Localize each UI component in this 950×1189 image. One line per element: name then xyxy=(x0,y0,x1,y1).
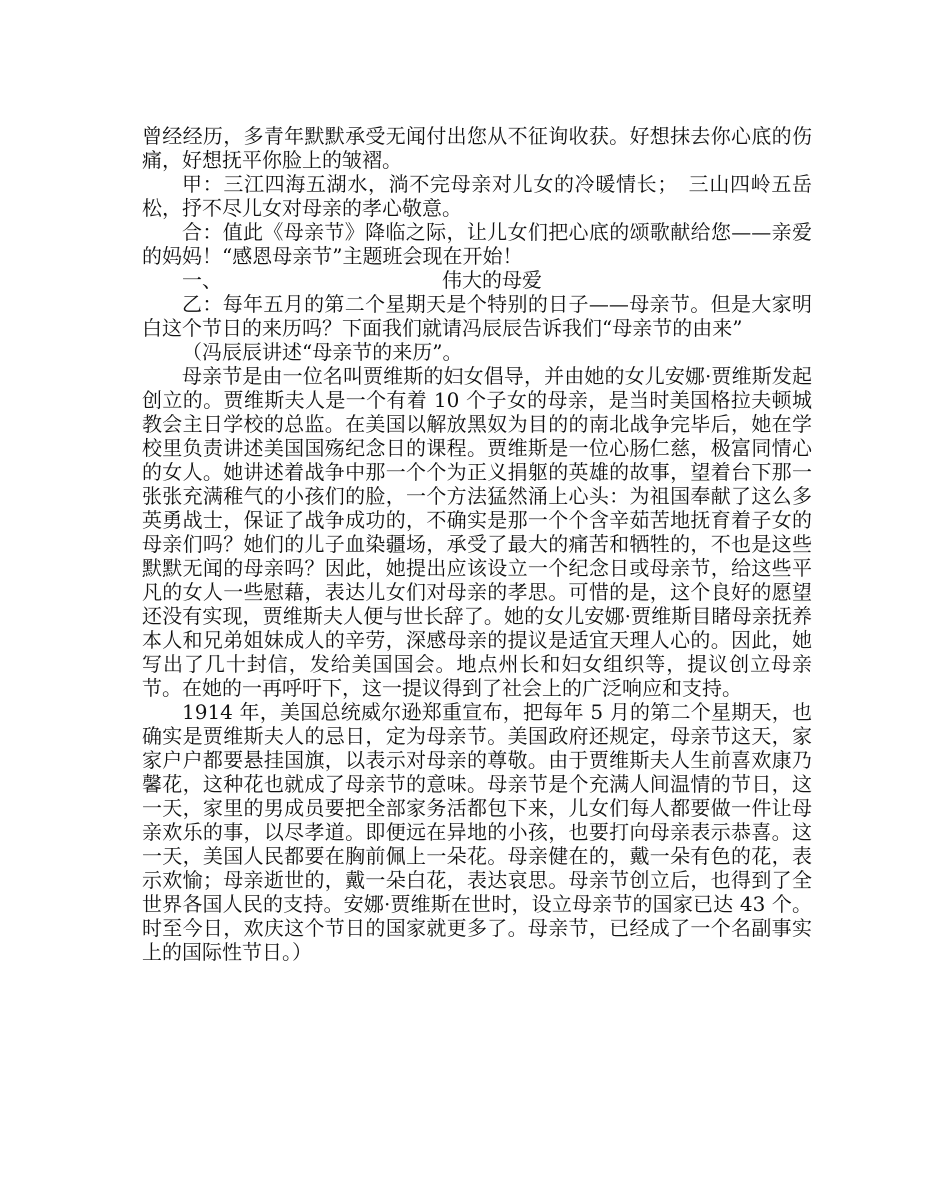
paragraph-jia: 甲：三江四海五湖水，淌不完母亲对儿女的冷暖情长； 三山四岭五岳松，抒不尽儿女对母亲的孝心敬意。 xyxy=(142,172,812,220)
paragraph-he: 合：值此《母亲节》降临之际，让儿女们把心底的颂歌献给您——亲爱的妈妈！“感恩母亲节”主题班会现在开始！ xyxy=(142,220,812,268)
paragraph-yi: 乙：每年五月的第二个星期天是个特别的日子——母亲节。但是大家明白这个节日的来历吗？下面我们就请冯辰辰告诉我们“母亲节的由来” xyxy=(142,292,812,340)
paragraph-story-intro: （冯辰辰讲述“母亲节的来历”。 xyxy=(182,340,463,364)
section-title: 伟大的母爱 xyxy=(442,268,542,292)
section-number: 一、 xyxy=(182,268,222,292)
paragraph-opening-continued: 曾经经历，多青年默默承受无闻付出您从不征询收获。好想抹去你心底的伤痛，好想抚平你脸上的皱褶。 xyxy=(142,124,812,172)
section-heading xyxy=(142,268,812,292)
paragraph-mothers-day-origin: 母亲节是由一位名叫贾维斯的妇女倡导，并由她的女儿安娜·贾维斯发起创立的。贾维斯夫人是一个有着 10 个子女的母亲，是当时美国格拉夫顿城教会主日学校的总监。在美国以解放黑奴为目的的南北战争完毕后，她在学校里负责讲述美国国殇纪念日的课程。贾维斯是一位心肠仁慈，极富同情心的女人。她讲述着战争中那一个个为正义捐躯的英雄的故事，望着台下那一张张充满稚气的小孩们的脸，一个方法猛然涌上心头：为祖国奉献了这么多英勇战士，保证了战争成功的，不确实是那一个个含辛茹苦地抚育着子女的母亲们吗？她们的儿子血染疆场，承受了最大的痛苦和牺牲的，不也是这些默默无闻的母亲吗？因此，她提出应该设立一个纪念日或母亲节，给这些平凡的女人一些慰藉，表达儿女们对母亲的孝思。可惜的是，这个良好的愿望还没有实现，贾维斯夫人便与世长辞了。她的女儿安娜·贾维斯目睹母亲抚养本人和兄弟姐妹成人的辛劳，深感母亲的提议是适宜天理人心的。因此，她写出了几十封信，发给美国国会。地点州长和妇女组织等，提议创立母亲节。在她的一再呼吁下，这一提议得到了社会上的广泛响应和支持。 xyxy=(142,364,812,700)
document-body xyxy=(142,124,812,964)
paragraph-mothers-day-1914: 1914 年，美国总统威尔逊郑重宣布，把每年 5 月的第二个星期天，也确实是贾维斯夫人的忌日，定为母亲节。美国政府还规定，母亲节这天，家家户户都要悬挂国旗，以表示对母亲的尊敬。由于贾维斯夫人生前喜欢康乃馨花，这种花也就成了母亲节的意味。母亲节是个充满人间温情的节日，这一天，家里的男成员要把全部家务活都包下来，儿女们每人都要做一件让母亲欢乐的事，以尽孝道。即便远在异地的小孩，也要打向母亲表示恭喜。这一天，美国人民都要在胸前佩上一朵花。母亲健在的，戴一朵有色的花，表示欢愉；母亲逝世的，戴一朵白花，表达哀思。母亲节创立后，也得到了全世界各国人民的支持。安娜·贾维斯在世时，设立母亲节的国家已达 43 个。时至今日，欢庆这个节日的国家就更多了。母亲节，已经成了一个名副事实上的国际性节日。） xyxy=(142,700,812,964)
